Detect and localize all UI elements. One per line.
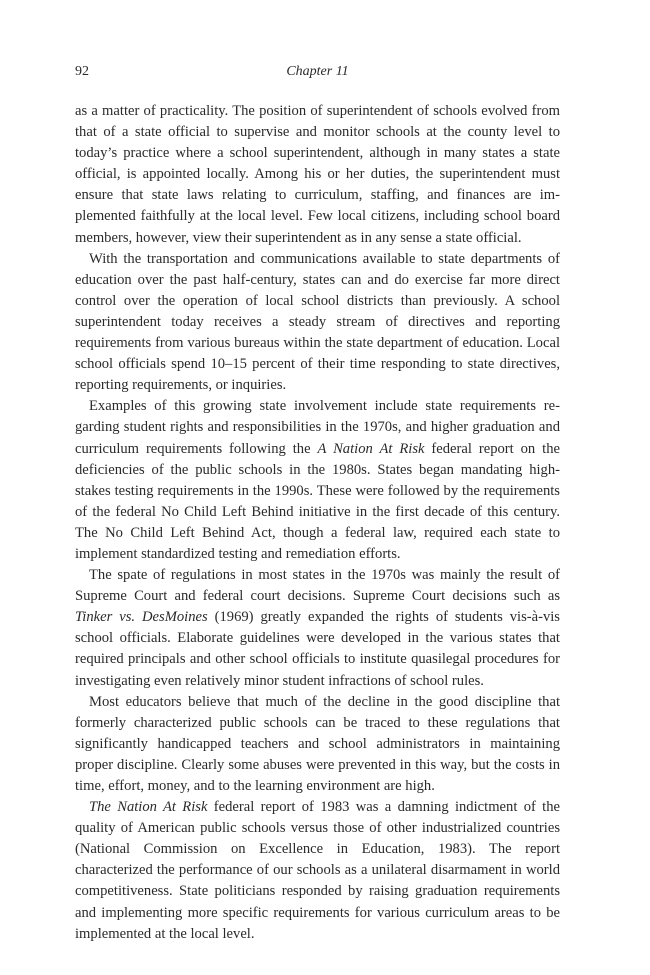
paragraph bbox=[75, 565, 560, 692]
text-run: federal report of 1983 was a damning indictment of the quality of American public schools versus those of other industrialized countries (National Commission on Excellence in Education, 1983). The report characterized the performance of our schools as a unilateral disarmament in world competitiveness. State politicians responded by raising graduation requirements and implementing more specific requirements for various curriculum areas to be implemented at the local level. bbox=[75, 799, 561, 942]
text-run: Most educators believe that much of the decline in the good discipline that formerly characterized public schools can be traced to these regulations that significantly handicapped teachers and school administrators in maintaining proper discipline. Clearly some abuses were prevented in this way, but the costs in time, effort, money, and to the learning environment are high. bbox=[75, 693, 560, 794]
page-number: 92 bbox=[75, 64, 89, 79]
text-run: (1969) greatly expanded the rights of students vis-à-vis school officials. Elaborate guidelines were developed in the various states that required principals and other school officials to institute quasilegal procedures for investigating even relatively minor student infractions of school rules. bbox=[75, 609, 560, 689]
text-run: Examples of this growing state involvement include state requirements regarding student rights and responsibilities in the 1970s, and higher graduation and curriculum requirements following the bbox=[75, 398, 560, 457]
text-run: as a matter of practicality. The position of superintendent of schools evolved from that of a state official to supervise and monitor schools at the county level to today’s practice where a school superintendent, although in many states a state official, is appointed locally. Among his or her duties, the superintendent must ensure that state laws relating to curriculum, staffing, and finances are implemented faithfully at the local level. Few local citizens, including school board members, however, view their superintendent as in any sense a state official. bbox=[75, 103, 560, 246]
paragraph bbox=[75, 101, 560, 249]
chapter-title: Chapter 11 bbox=[286, 64, 349, 79]
body-text bbox=[75, 101, 560, 945]
running-header bbox=[75, 64, 560, 84]
text-run: With the transportation and communications available to state departments of education over the past half-century, states can and do exercise far more direct control over the operation of local school districts than previously. A school superintendent today receives a steady stream of directives and reporting requirements from various bureaus within the state department of education. Local school officials spend 10–15 percent of their time responding to state directives, reporting requirements, or inquiries. bbox=[75, 250, 560, 394]
paragraph bbox=[75, 396, 560, 565]
paragraph bbox=[75, 797, 560, 945]
paragraph bbox=[75, 692, 560, 797]
text-run: federal report on the deficiencies of the public schools in the 1980s. States began mandating high-stakes testing requirements in the 1990s. These were followed by the requirements of the federal No Child Left Behind initiative in the first decade of this century. The No Child Left Behind Act, though a federal law, required each state to implement standardized testing and remediation efforts. bbox=[75, 440, 560, 562]
paragraph bbox=[75, 249, 560, 397]
report-title-italic: The Nation At Risk bbox=[89, 799, 208, 816]
text-run: The spate of regulations in most states in the 1970s was mainly the result of Supreme Court and federal court decisions. Supreme Court decisions such as bbox=[75, 567, 560, 605]
report-title-italic: A Nation At Risk bbox=[317, 440, 425, 457]
case-name-italic: Tinker vs. DesMoines bbox=[75, 609, 208, 626]
